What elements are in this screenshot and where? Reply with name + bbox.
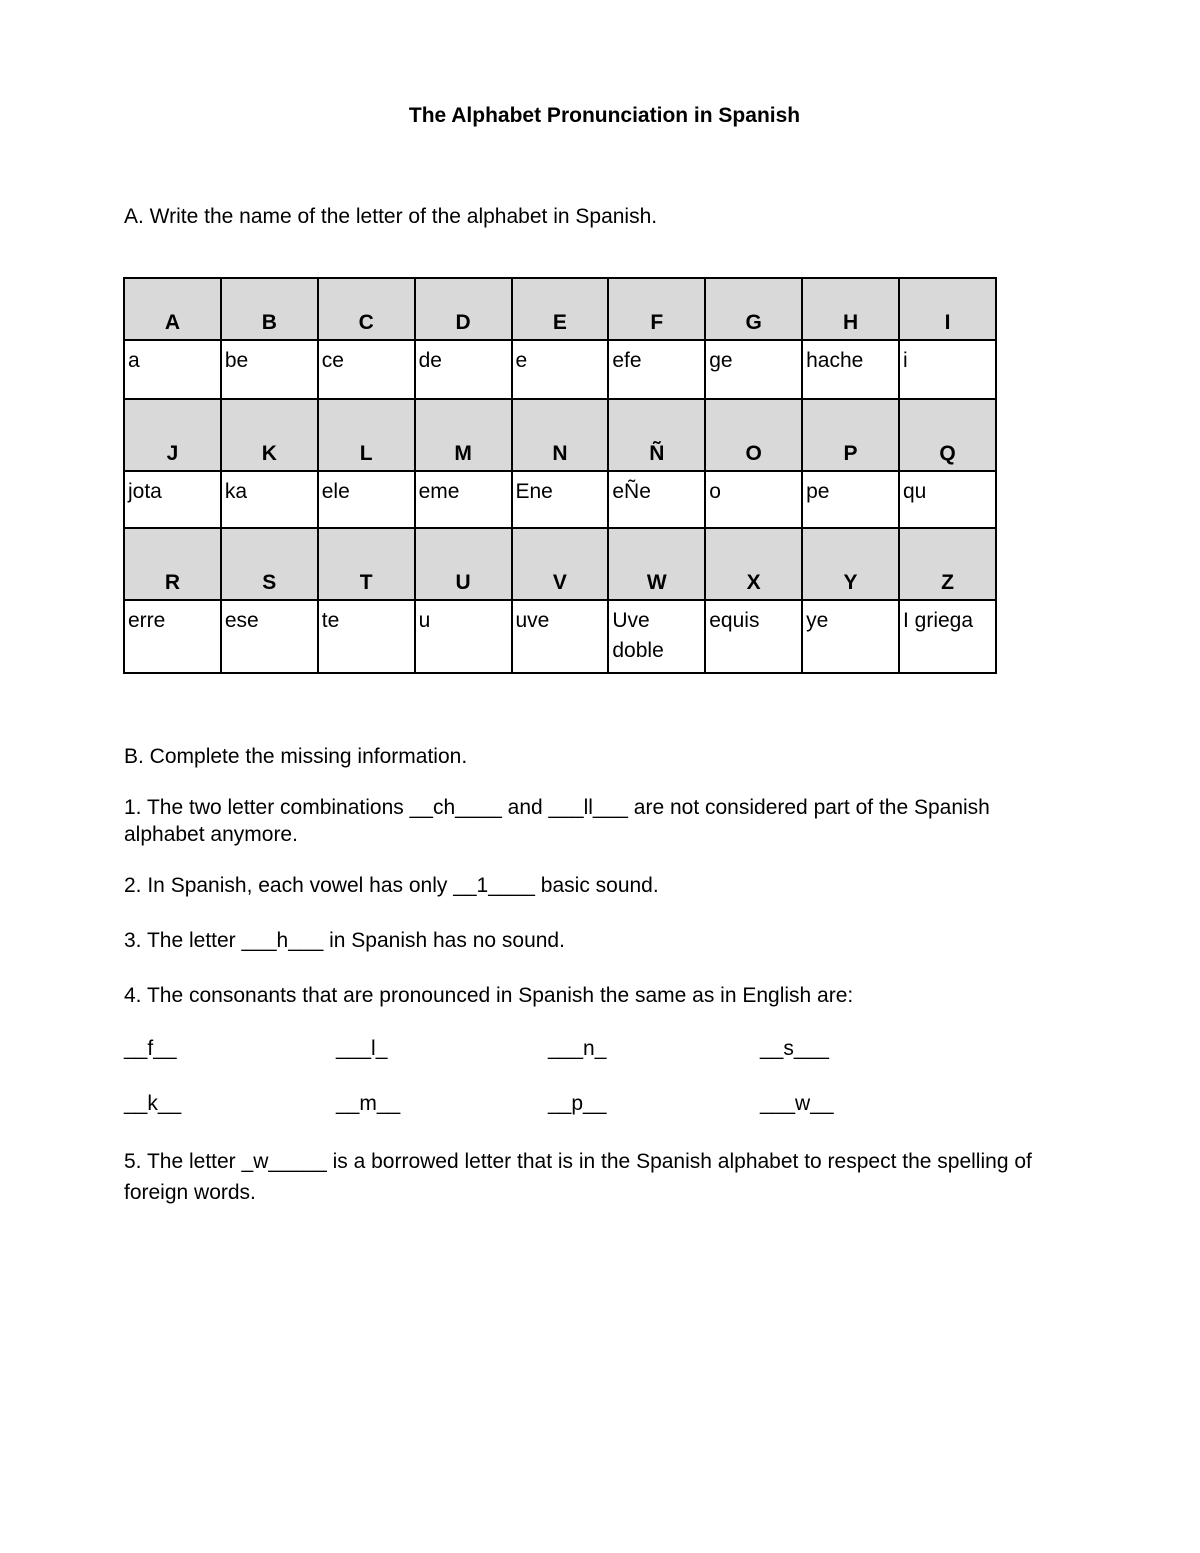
letter-cell: Z [899, 528, 996, 600]
name-cell[interactable]: Uve doble [608, 600, 705, 673]
section-b-instruction: B. Complete the missing information. [124, 745, 468, 768]
question-4: 4. The consonants that are pronounced in Spanish the same as in English are: [124, 984, 854, 1007]
page-title: The Alphabet Pronunciation in Spanish [408, 104, 801, 127]
name-cell[interactable]: equis [705, 600, 802, 673]
letter-cell: G [705, 278, 802, 340]
name-cell[interactable]: ka [221, 471, 318, 528]
letter-cell: A [124, 278, 221, 340]
name-cell[interactable]: efe [608, 340, 705, 399]
name-cell[interactable]: te [318, 600, 415, 673]
letter-row [124, 278, 996, 340]
letter-cell: M [415, 399, 512, 471]
letter-cell: X [705, 528, 802, 600]
name-cell[interactable]: de [415, 340, 512, 399]
answer-blank[interactable]: __k__ [124, 1092, 182, 1115]
alphabet-table [123, 277, 997, 674]
letter-cell: V [512, 528, 609, 600]
section-a-instruction: A. Write the name of the letter of the alphabet in Spanish. [124, 205, 658, 228]
letter-cell: B [221, 278, 318, 340]
answer-blank[interactable]: ___l_ [336, 1037, 388, 1060]
name-cell[interactable]: ye [802, 600, 899, 673]
name-cell[interactable]: eÑe [608, 471, 705, 528]
name-cell[interactable]: a [124, 340, 221, 399]
letter-cell: U [415, 528, 512, 600]
name-cell[interactable]: qu [899, 471, 996, 528]
letter-cell: I [899, 278, 996, 340]
question-5: 5. The letter _w_____ is a borrowed letter that is in the Spanish alphabet to respect the spelling of foreign words. [124, 1150, 1032, 1204]
letter-cell: C [318, 278, 415, 340]
answer-blank[interactable]: ___n_ [548, 1037, 607, 1060]
name-cell[interactable]: I griega [899, 600, 996, 673]
name-cell[interactable]: hache [802, 340, 899, 399]
letter-cell: Y [802, 528, 899, 600]
letter-cell: O [705, 399, 802, 471]
letter-cell: D [415, 278, 512, 340]
name-cell[interactable]: ese [221, 600, 318, 673]
name-row [124, 471, 996, 528]
letter-cell: Q [899, 399, 996, 471]
answer-blank[interactable]: __p__ [548, 1092, 607, 1115]
letter-cell: E [512, 278, 609, 340]
name-cell[interactable]: ge [705, 340, 802, 399]
name-cell[interactable]: be [221, 340, 318, 399]
letter-cell: J [124, 399, 221, 471]
name-cell[interactable]: uve [512, 600, 609, 673]
letter-row [124, 399, 996, 471]
question-1: 1. The two letter combinations __ch____ and ___ll___ are not considered part of the Spanish alphabet anymore. [124, 796, 990, 846]
letter-cell: H [802, 278, 899, 340]
answer-blank[interactable]: __s___ [760, 1037, 829, 1060]
letter-row [124, 528, 996, 600]
answer-blank[interactable]: __f__ [124, 1037, 177, 1060]
question-3: 3. The letter ___h___ in Spanish has no sound. [124, 929, 565, 952]
name-cell[interactable]: erre [124, 600, 221, 673]
name-row [124, 340, 996, 399]
name-cell[interactable]: Ene [512, 471, 609, 528]
name-cell[interactable]: eme [415, 471, 512, 528]
name-cell[interactable]: ele [318, 471, 415, 528]
name-cell[interactable]: i [899, 340, 996, 399]
name-cell[interactable]: e [512, 340, 609, 399]
letter-cell: F [608, 278, 705, 340]
answer-blank[interactable]: ___w__ [760, 1092, 834, 1115]
name-row [124, 600, 996, 673]
letter-cell: K [221, 399, 318, 471]
name-cell[interactable]: jota [124, 471, 221, 528]
name-cell[interactable]: pe [802, 471, 899, 528]
letter-cell: W [608, 528, 705, 600]
letter-cell: R [124, 528, 221, 600]
letter-cell: T [318, 528, 415, 600]
answer-blank[interactable]: __m__ [336, 1092, 401, 1115]
letter-cell: Ñ [608, 399, 705, 471]
name-cell[interactable]: ce [318, 340, 415, 399]
letter-cell: L [318, 399, 415, 471]
letter-cell: P [802, 399, 899, 471]
letter-cell: N [512, 399, 609, 471]
question-2: 2. In Spanish, each vowel has only __1____ basic sound. [124, 874, 659, 897]
name-cell[interactable]: u [415, 600, 512, 673]
name-cell[interactable]: o [705, 471, 802, 528]
letter-cell: S [221, 528, 318, 600]
